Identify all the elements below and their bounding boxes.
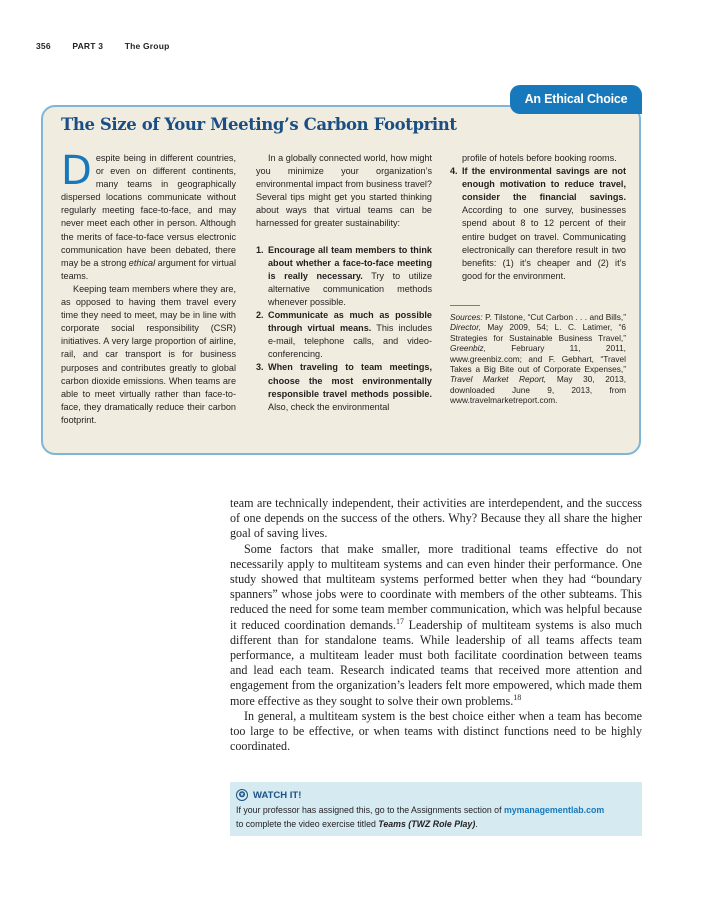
feature-column-3 (450, 152, 626, 406)
tip-heading: If the environmental savings are not enough motivation to reduce travel, consider the financial savings. (462, 166, 626, 203)
body-paragraph: In general, a multiteam system is the best choice either when a team has become too large to be effective, or when teams with distinct functions need to be highly coordinated. (230, 708, 642, 754)
emphasis-text: ethical (128, 257, 156, 268)
feature-paragraph: Keeping team members where they are, as opposed to having them travel every time they need to meet, may be in line with corporate social responsibility (CSR) initiatives. A very large proportion of airline, rail, and car transport is for business purposes and contributes greatly to global carbon dioxide emissions. When teams are able to meet virtually rather than face-to-face, they dramatically reduce their carbon footprint. (61, 283, 236, 425)
source-text: May 2009, 54; L. C. Latimer, “6 Strategies for Sustainable Business Travel,” (450, 322, 626, 343)
section-label: The Group (124, 41, 170, 51)
main-body-text (230, 496, 642, 754)
tips-list (450, 165, 626, 283)
mymanagementlab-link[interactable]: mymanagementlab.com (503, 805, 605, 815)
source-text: February 11, 2011, www.greenbiz.com; and F. Gebhart, “Travel Takes a Big Bite out of Corporate Expenses,” (450, 343, 626, 374)
watch-it-box (230, 782, 642, 836)
feature-column-1 (61, 148, 237, 427)
tip-text: This includes e-mail, telephone calls, and video-conferencing. (268, 323, 432, 360)
tip-continuation: profile of hotels before booking rooms. (462, 153, 617, 163)
watch-it-heading (236, 789, 636, 801)
watch-it-text (236, 803, 636, 831)
tip-number: 1. (256, 244, 264, 255)
tip-number: 4. (450, 166, 458, 177)
feature-paragraph (61, 148, 237, 283)
instruction-text: to complete the video exercise titled (236, 819, 379, 829)
paragraph-text: argument for virtual teams. (61, 257, 237, 281)
sources-divider (450, 305, 480, 306)
body-paragraph (230, 542, 642, 709)
tip-item (256, 244, 432, 309)
source-publication: Travel Market Report, (450, 374, 547, 385)
feature-paragraph: In a globally connected world, how might you minimize your organization’s environmental impact from business travel? Several tips might get you started thinking about ways that virtual teams can be harnessed for greater sustainability: (256, 153, 432, 229)
source-text: P. Tilstone, “Cut Carbon . . . and Bills,” (482, 311, 626, 322)
footnote-ref[interactable]: 17 (396, 616, 405, 626)
tip-text: Try to utilize alternative communication methods whenever possible. (268, 270, 433, 307)
instruction-text: If your professor has assigned this, go to the Assignments section of (236, 805, 504, 815)
sources-note (450, 312, 626, 406)
instruction-text: . (475, 819, 478, 829)
tip-heading: Encourage all team members to think about whether a face-to-face meeting is really necessary. (268, 244, 432, 281)
feature-title: The Size of Your Meeting’s Carbon Footprint (61, 115, 457, 134)
source-publication: Director, (450, 322, 481, 333)
feature-column-2 (256, 152, 432, 414)
drop-cap: D (61, 148, 92, 194)
paragraph-text: Some factors that make smaller, more traditional teams effective do not necessarily apply to multiteam systems and can even hinder their performance. One study showed that multiteam systems performed better when they had “boundary spanners” whose jobs were to coordinate with members of the other subteams. This reduced the need for some team member communication, which was helpful because it reduced coordination demands. (230, 541, 642, 632)
part-label: PART 3 (72, 41, 104, 51)
source-publication: Greenbiz, (450, 343, 486, 354)
tip-item (450, 165, 626, 283)
footnote-ref[interactable]: 18 (513, 692, 522, 702)
watch-it-label: WATCH IT! (253, 789, 302, 801)
tip-number: 3. (256, 362, 264, 373)
paragraph-text: Leadership of multiteam systems is also much different than for standalone teams. While leadership of all teams affects team performance, a multiteam leader must both facilitate coordination between teams and lead each team. Research indicated teams that received more attention and engagement from the organization’s leaders felt more empowered, which made them more effective as they sought to solve their own problems. (230, 617, 643, 708)
tip-item (256, 309, 432, 361)
tip-heading: Communicate as much as possible through virtual means. (268, 310, 432, 334)
ethical-choice-tab: An Ethical Choice (510, 85, 642, 114)
star-icon: ✪ (236, 789, 248, 801)
tip-item (256, 361, 432, 413)
tip-text: Also, check the environmental (268, 401, 390, 412)
tip-text: According to one survey, businesses spend about 8 to 12 percent of their entire budget on travel. Communicating electronically can therefore result in two benefits: (1) it’s cheaper and (2) it’s good for the environment. (462, 205, 626, 281)
source-text: May 30, 2013, downloaded June 9, 2013, from www.travelmarketreport.com. (450, 374, 626, 406)
tips-list (256, 244, 432, 414)
sources-label: Sources: (450, 311, 483, 322)
paragraph-text: espite being in different countries, or even on different continents, many teams in geographically dispersed locations communicate without regularly meeting face-to-face, and may never meet each other in person. Although the merits of face-to-face versus electronic communication have been debated, there may be a strong (61, 153, 236, 268)
tip-number: 2. (256, 310, 264, 321)
body-paragraph: team are technically independent, their activities are interdependent, and the success of one depends on the success of the others. Why? Because they all share the higher goal of saving lives. (230, 496, 642, 541)
page-number: 356 (36, 41, 51, 51)
video-title: Teams (TWZ Role Play) (378, 819, 476, 829)
tip-heading: When traveling to team meetings, choose the most environmentally responsible travel methods possible. (268, 362, 432, 399)
running-head (36, 41, 189, 51)
